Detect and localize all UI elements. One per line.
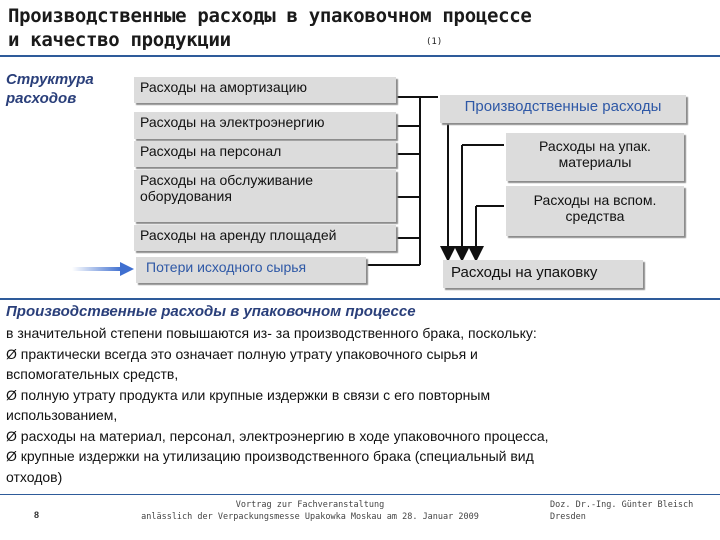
- body-line: Ø расходы на материал, персонал, электроэнергию в ходе упаковочного процесса,: [6, 427, 549, 444]
- blue-arrow: [72, 262, 134, 276]
- structure-label-line-2: расходов: [6, 90, 77, 107]
- footer-event: [110, 499, 510, 523]
- footer-divider: [0, 494, 720, 495]
- cost-box-maintenance: Расходы на обслуживание оборудования: [134, 170, 396, 222]
- title-line-1: Производственные расходы в упаковочном процессе: [8, 5, 532, 27]
- footer-event-line-2: anlässlich der Verpackungsmesse Upakowka Moskau am 28. Januar 2009: [141, 512, 479, 522]
- title-note: (1): [426, 37, 443, 47]
- body-line: Ø крупные издержки на утилизацию производственного брака (специальный вид: [6, 448, 534, 464]
- body-line: в значительной степени повышаются из- за производственного брака, поскольку:: [6, 325, 537, 341]
- body-text: [6, 323, 714, 487]
- cost-box-rent: Расходы на аренду площадей: [134, 225, 396, 251]
- cost-box-depreciation: Расходы на амортизацию: [134, 77, 396, 103]
- cost-box-electricity: Расходы на электроэнергию: [134, 112, 396, 139]
- title-line-2: и качество продукции: [8, 29, 231, 51]
- box-production-costs: Производственные расходы: [440, 95, 686, 123]
- body-line: отходов): [6, 468, 63, 485]
- section-subheading: Производственные расходы в упаковочном процессе: [6, 303, 416, 320]
- body-line: вспомогательных средств,: [6, 366, 179, 382]
- box-auxiliary-means: Расходы на вспом. средства: [506, 186, 684, 236]
- footer-author-line-2: Dresden: [550, 512, 586, 522]
- cost-box-raw-losses: Потери исходного сырья: [136, 257, 366, 283]
- page-number: 8: [34, 510, 40, 520]
- box-packaging-costs: Расходы на упаковку: [443, 260, 643, 288]
- body-line: использованием,: [6, 407, 118, 423]
- structure-label-line-1: Структура: [6, 71, 94, 88]
- footer-author-line-1: Doz. Dr.-Ing. Günter Bleisch: [550, 500, 694, 510]
- footer-author: [550, 499, 693, 523]
- body-line: Ø полную утрату продукта или крупные издержки в связи с его повторным: [6, 386, 491, 403]
- body-line: Ø практически всегда это означает полную утрату упаковочного сырья и: [6, 345, 478, 362]
- section-divider: [0, 298, 720, 300]
- box-packaging-materials: Расходы на упак. материалы: [506, 133, 684, 181]
- cost-box-personnel: Расходы на персонал: [134, 141, 396, 167]
- footer-event-line-1: Vortrag zur Fachveranstaltung: [235, 500, 385, 510]
